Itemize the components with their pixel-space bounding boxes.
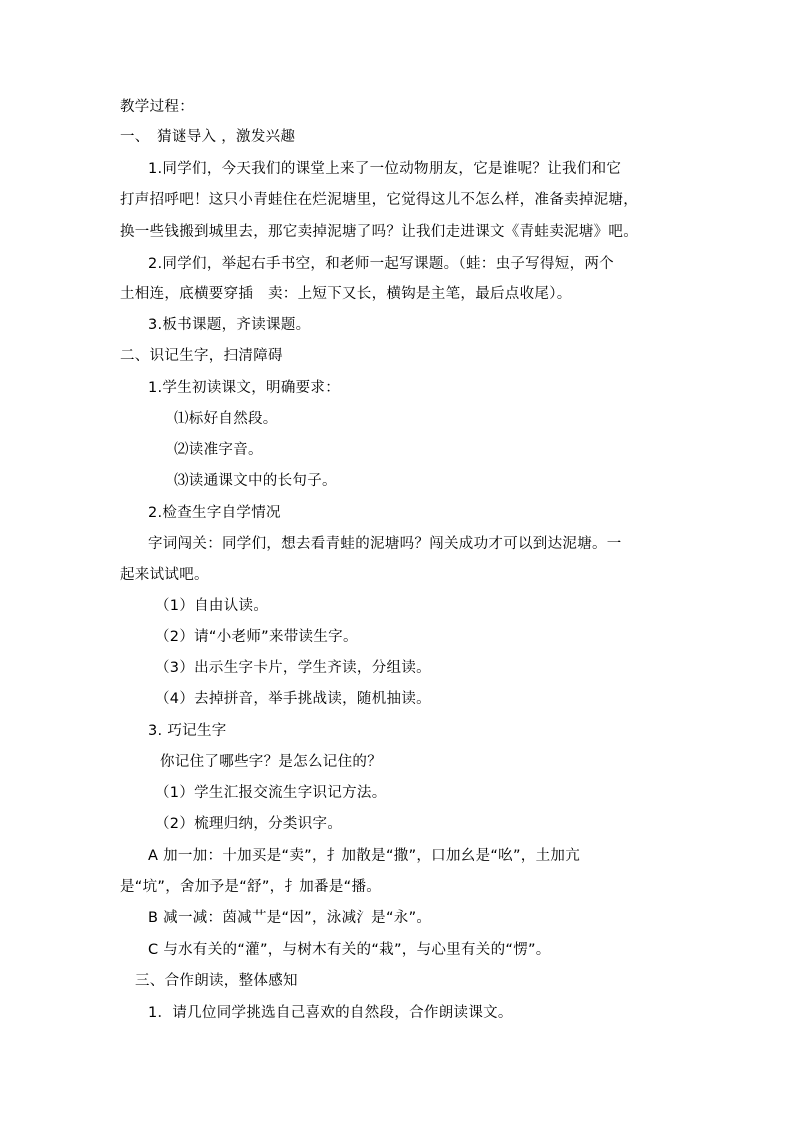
section-heading-process: 教学过程： [120,99,194,115]
list-item: （3）出示生字卡片，学生齐读，分组读。 [155,660,431,676]
paragraph-line: 换一些钱搬到城里去，那它卖掉泥塘了吗？让我们走进课文《青蛙卖泥塘》吧。 [120,224,638,240]
list-item: （2）梳理归纳，分类识字。 [155,816,343,832]
paragraph-line: 3. 巧记生字 [148,723,227,739]
list-item: ⑵读准字音。 [174,442,263,458]
section-heading-1: 一、 猜谜导入 ，激发兴趣 [120,129,296,145]
list-item: （2）请“小老师”来带读生字。 [155,629,358,645]
paragraph-line: 2.同学们，举起右手书空，和老师一起写课题。（蛙：虫子写得短，两个 [148,256,614,272]
section-heading-2: 二、识记生字，扫清障碍 [120,348,283,364]
list-item: （1）自由认读。 [155,598,269,614]
paragraph-line: B 减一减：茵减艹是“因”，泳减氵是“永”。 [148,910,432,926]
paragraph-line: 1．请几位同学挑选自己喜欢的自然段，合作朗读课文。 [148,1005,513,1021]
paragraph-line: 1.同学们，今天我们的课堂上来了一位动物朋友，它是谁呢？让我们和它 [148,161,622,177]
paragraph-line: 打声招呼吧！这只小青蛙住在烂泥塘里，它觉得这儿不怎么样，准备卖掉泥塘， [120,192,638,208]
paragraph-line: 2.检查生字自学情况 [148,505,281,521]
paragraph-line: A 加一加：十加买是“卖”，扌加散是“撒”，口加幺是“吆”，土加亢 [148,848,580,864]
paragraph-line: C 与水有关的“灌”，与树木有关的“栽”，与心里有关的“愣”。 [148,942,551,958]
list-item: ⑴标好自然段。 [174,411,278,427]
paragraph-line: 1.学生初读课文，明确要求： [148,380,341,396]
list-item: （1）学生汇报交流生字识记方法。 [155,785,387,801]
paragraph-line: 起来试试吧。 [120,567,209,583]
paragraph-line: 是“坑”，舍加予是“舒”，扌加番是“播。 [120,879,382,895]
paragraph-line: 字词闯关：同学们，想去看青蛙的泥塘吗？闯关成功才可以到达泥塘。一 [148,536,622,552]
paragraph-line: 3.板书课题，齐读课题。 [148,317,311,333]
section-heading-3: 三、合作朗读，整体感知 [135,973,298,989]
paragraph-line: 土相连，底横要穿插 卖：上短下又长，横钩是主笔，最后点收尾）。 [120,286,572,302]
list-item: ⑶读通课文中的长句子。 [174,473,337,489]
list-item: （4）去掉拼音，举手挑战读，随机抽读。 [155,691,431,707]
paragraph-line: 你记住了哪些字？是怎么记住的？ [160,754,382,770]
